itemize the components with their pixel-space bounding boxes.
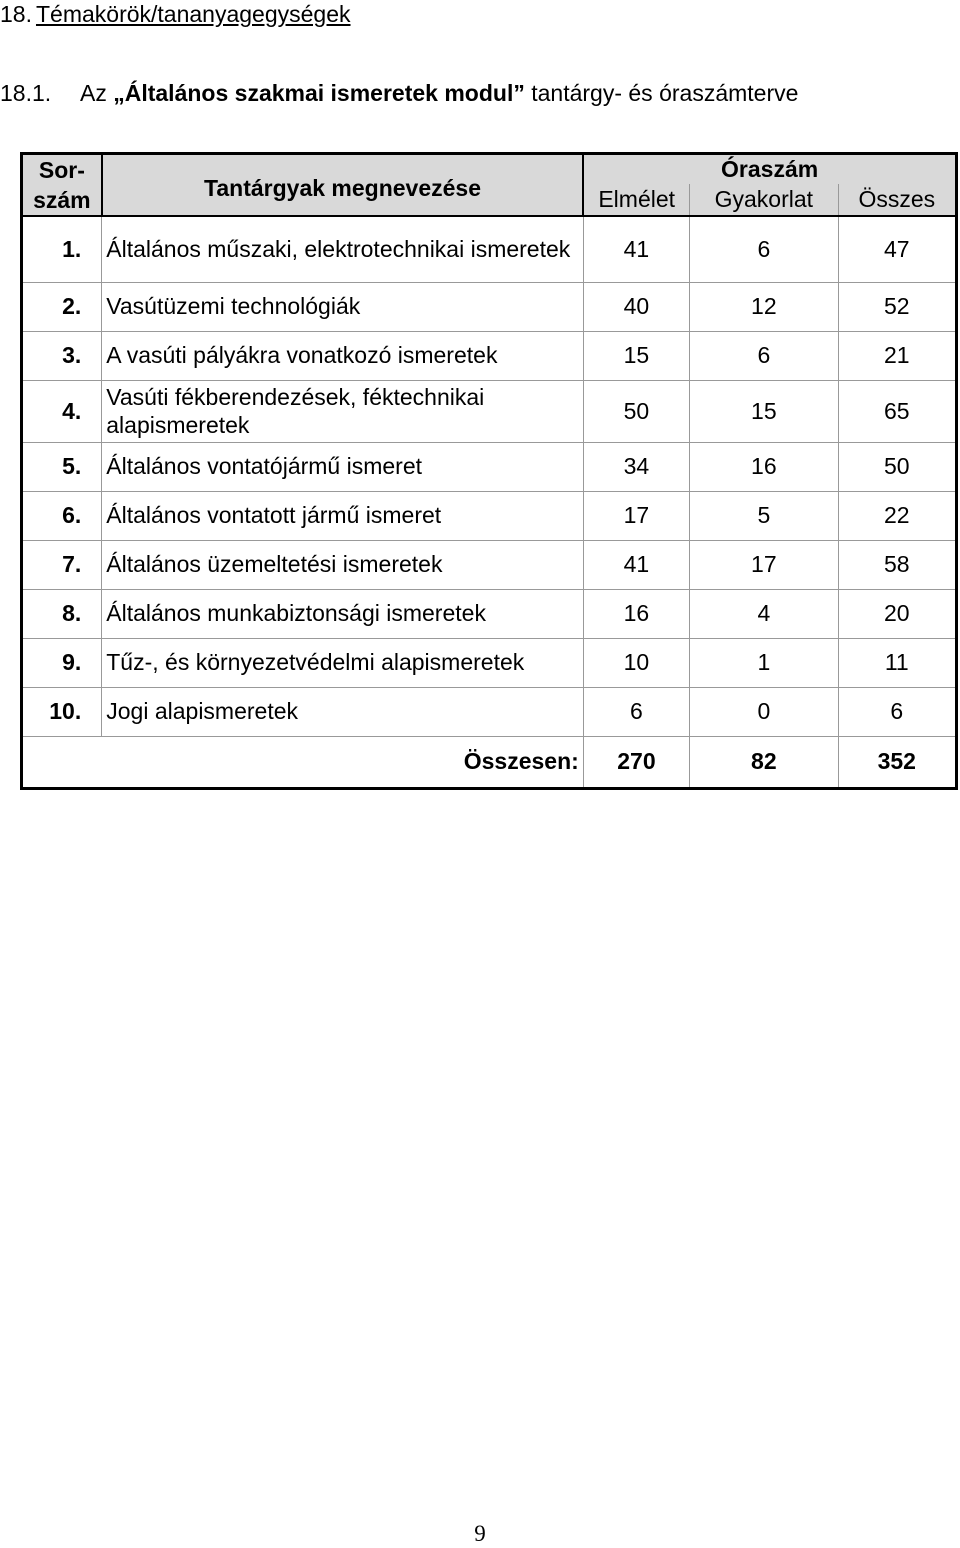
row-practice: 6 [690,331,838,380]
table-row [22,216,957,282]
row-practice: 12 [690,282,838,331]
row-total: 6 [838,687,956,736]
row-theory: 41 [583,216,689,282]
total-row [22,736,957,788]
row-total: 21 [838,331,956,380]
header-theory: Elmélet [583,184,689,216]
table-row [22,282,957,331]
header-serial-number [22,154,102,217]
subsection-heading [0,78,798,108]
row-total: 50 [838,442,956,491]
subsection-number: 18.1. [0,80,52,106]
row-practice: 6 [690,216,838,282]
row-total: 65 [838,380,956,442]
row-number: 5. [22,442,102,491]
row-total: 20 [838,589,956,638]
row-practice: 5 [690,491,838,540]
table-row [22,589,957,638]
row-practice: 0 [690,687,838,736]
row-theory: 10 [583,638,689,687]
header-hours-group: Óraszám [583,154,956,184]
table-row [22,540,957,589]
row-practice: 15 [690,380,838,442]
row-practice: 1 [690,638,838,687]
row-number: 7. [22,540,102,589]
row-theory: 34 [583,442,689,491]
row-subject: Általános műszaki, elektrotechnikai ismeretek [102,216,584,282]
row-number: 9. [22,638,102,687]
row-theory: 16 [583,589,689,638]
row-subject: Jogi alapismeretek [102,687,584,736]
table-row [22,687,957,736]
row-practice: 16 [690,442,838,491]
row-theory: 41 [583,540,689,589]
row-theory: 6 [583,687,689,736]
row-subject: Általános üzemeltetési ismeretek [102,540,584,589]
header-row-1 [22,154,957,184]
row-total: 58 [838,540,956,589]
header-practice: Gyakorlat [690,184,838,216]
table-row [22,638,957,687]
header-serial-line1: Sor- [38,157,85,183]
row-theory: 17 [583,491,689,540]
header-total: Összes [838,184,956,216]
row-theory: 50 [583,380,689,442]
row-number: 4. [22,380,102,442]
subsection-suffix: tantárgy- és óraszámterve [524,80,799,106]
hours-table [20,152,958,790]
row-total: 52 [838,282,956,331]
subsection-module-name: „Általános szakmai ismeretek modul” [113,80,525,106]
page-number: 9 [474,1521,486,1546]
row-subject: Vasúti fékberendezések, féktechnikai alapismeretek [102,380,584,442]
section-number: 18. [0,1,32,27]
row-theory: 15 [583,331,689,380]
section-heading [0,0,351,28]
total-practice: 82 [690,736,838,788]
row-total: 11 [838,638,956,687]
row-practice: 17 [690,540,838,589]
row-number: 1. [22,216,102,282]
row-subject: Tűz-, és környezetvédelmi alapismeretek [102,638,584,687]
row-practice: 4 [690,589,838,638]
row-number: 2. [22,282,102,331]
header-serial-line2: szám [33,187,91,213]
total-theory: 270 [583,736,689,788]
row-subject: Vasútüzemi technológiák [102,282,584,331]
table-row [22,380,957,442]
row-number: 6. [22,491,102,540]
table-row [22,442,957,491]
row-number: 10. [22,687,102,736]
row-subject: A vasúti pályákra vonatkozó ismeretek [102,331,584,380]
total-total: 352 [838,736,956,788]
table-row [22,491,957,540]
row-subject: Általános munkabiztonsági ismeretek [102,589,584,638]
row-number: 8. [22,589,102,638]
row-subject: Általános vontatójármű ismeret [102,442,584,491]
subsection-prefix: Az [80,80,114,106]
row-theory: 40 [583,282,689,331]
row-number: 3. [22,331,102,380]
section-title: Témakörök/tananyagegységek [35,1,351,27]
row-total: 22 [838,491,956,540]
header-subject-name: Tantárgyak megnevezése [102,154,584,217]
row-total: 47 [838,216,956,282]
row-subject: Általános vontatott jármű ismeret [102,491,584,540]
total-label: Összesen: [22,736,584,788]
table-row [22,331,957,380]
